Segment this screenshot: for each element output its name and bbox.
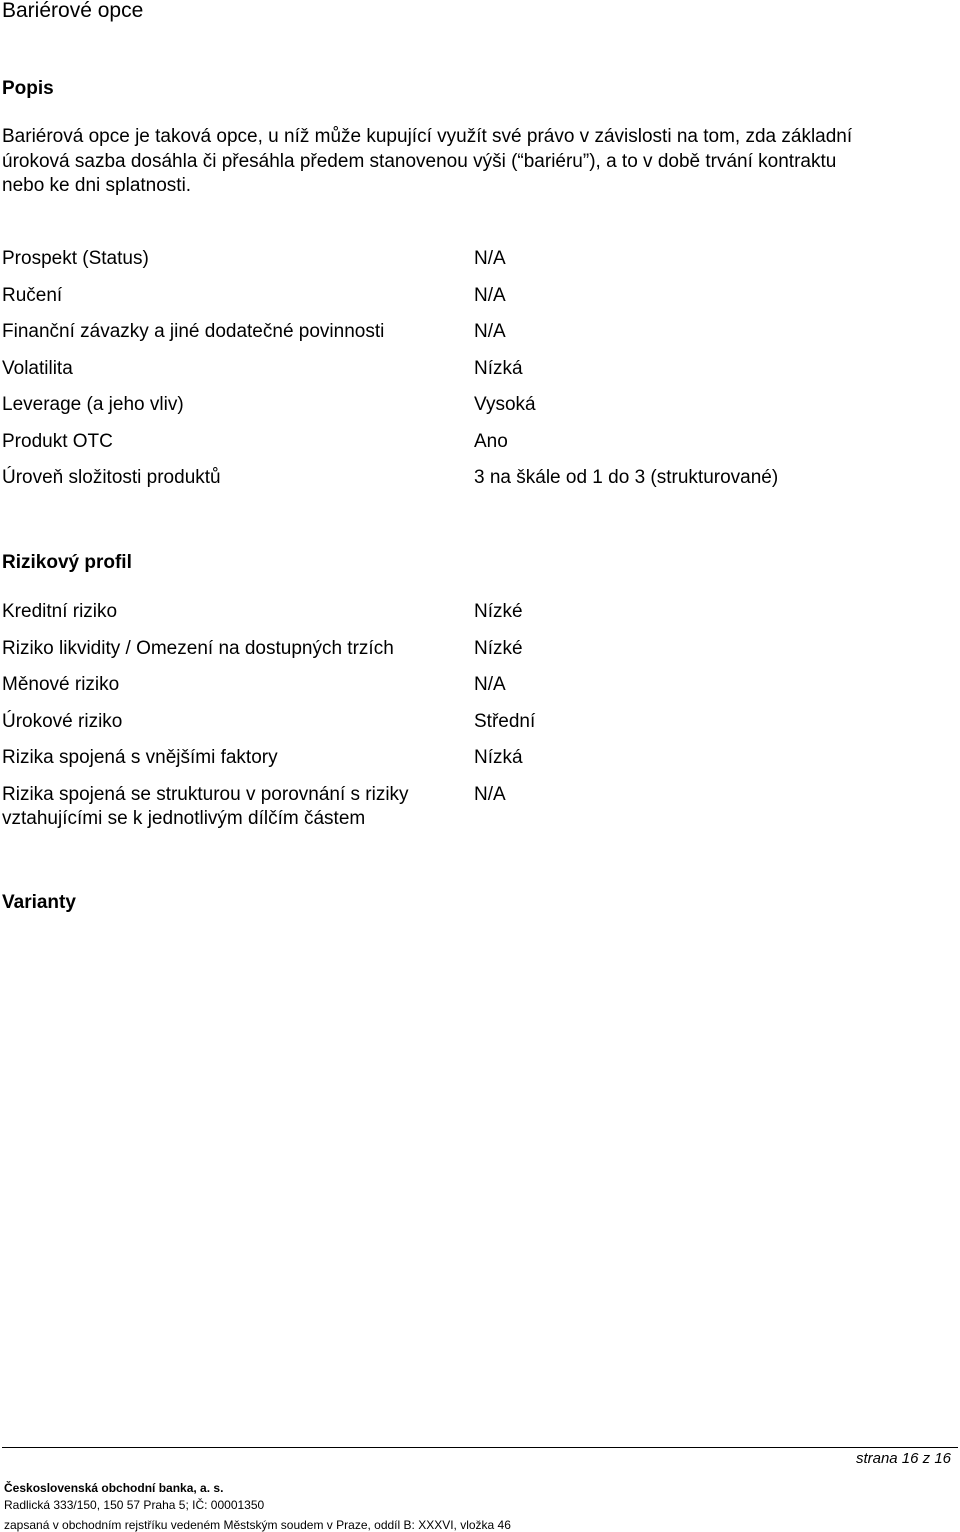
footer-registry: zapsaná v obchodním rejstříku vedeném Městským soudem v Praze, oddíl B: XXXVI, vložka 46 bbox=[4, 1518, 511, 1532]
risk-value: Nízká bbox=[474, 747, 523, 768]
property-label: Finanční závazky a jiné dodatečné povinnosti bbox=[2, 321, 385, 342]
property-value: N/A bbox=[474, 285, 506, 306]
footer-company-name: Československá obchodní banka, a. s. bbox=[4, 1481, 224, 1495]
property-value: Nízká bbox=[474, 358, 523, 379]
section-heading-variants: Varianty bbox=[2, 892, 76, 913]
risk-label: Riziko likvidity / Omezení na dostupných trzích bbox=[2, 638, 394, 659]
page-number: strana 16 z 16 bbox=[855, 1450, 951, 1467]
footer-address: Radlická 333/150, 150 57 Praha 5; IČ: 00001350 bbox=[4, 1498, 265, 1512]
risk-label: Úrokové riziko bbox=[2, 711, 123, 732]
risk-label-line: Rizika spojená se strukturou v porovnání s riziky bbox=[2, 784, 409, 805]
risk-label: Rizika spojená s vnějšími faktory bbox=[2, 747, 278, 768]
risk-value: N/A bbox=[474, 784, 506, 805]
risk-label: Měnové riziko bbox=[2, 674, 120, 695]
property-value: N/A bbox=[474, 248, 506, 269]
risk-value: Střední bbox=[474, 711, 536, 732]
property-value: Ano bbox=[474, 431, 508, 452]
section-heading-description: Popis bbox=[2, 78, 54, 99]
section-heading-risk-profile: Rizikový profil bbox=[2, 552, 132, 573]
document-title: Bariérové opce bbox=[2, 0, 144, 22]
property-label: Leverage (a jeho vliv) bbox=[2, 394, 184, 415]
property-label: Úroveň složitosti produktů bbox=[2, 467, 221, 488]
property-label: Prospekt (Status) bbox=[2, 248, 149, 269]
risk-value: Nízké bbox=[474, 638, 523, 659]
risk-label-multiline bbox=[2, 783, 409, 831]
risk-label-line: vztahujícími se k jednotlivým dílčím částem bbox=[2, 808, 366, 829]
property-label: Produkt OTC bbox=[2, 431, 113, 452]
property-value: N/A bbox=[474, 321, 506, 342]
description-paragraph bbox=[2, 125, 952, 199]
risk-value: Nízké bbox=[474, 601, 523, 622]
description-line: Bariérová opce je taková opce, u níž může kupující využít své právo v závislosti na tom, zda základní bbox=[2, 126, 853, 147]
description-line: nebo ke dni splatnosti. bbox=[2, 175, 192, 196]
property-value: Vysoká bbox=[474, 394, 536, 415]
risk-label: Kreditní riziko bbox=[2, 601, 118, 622]
risk-value: N/A bbox=[474, 674, 506, 695]
property-value: 3 na škále od 1 do 3 (strukturované) bbox=[474, 467, 779, 488]
property-label: Volatilita bbox=[2, 358, 73, 379]
property-label: Ručení bbox=[2, 285, 63, 306]
footer-divider bbox=[2, 1447, 958, 1448]
description-line: úroková sazba dosáhla či přesáhla předem stanovenou výši (“bariéru”), a to v době trvání kontraktu bbox=[2, 150, 837, 172]
